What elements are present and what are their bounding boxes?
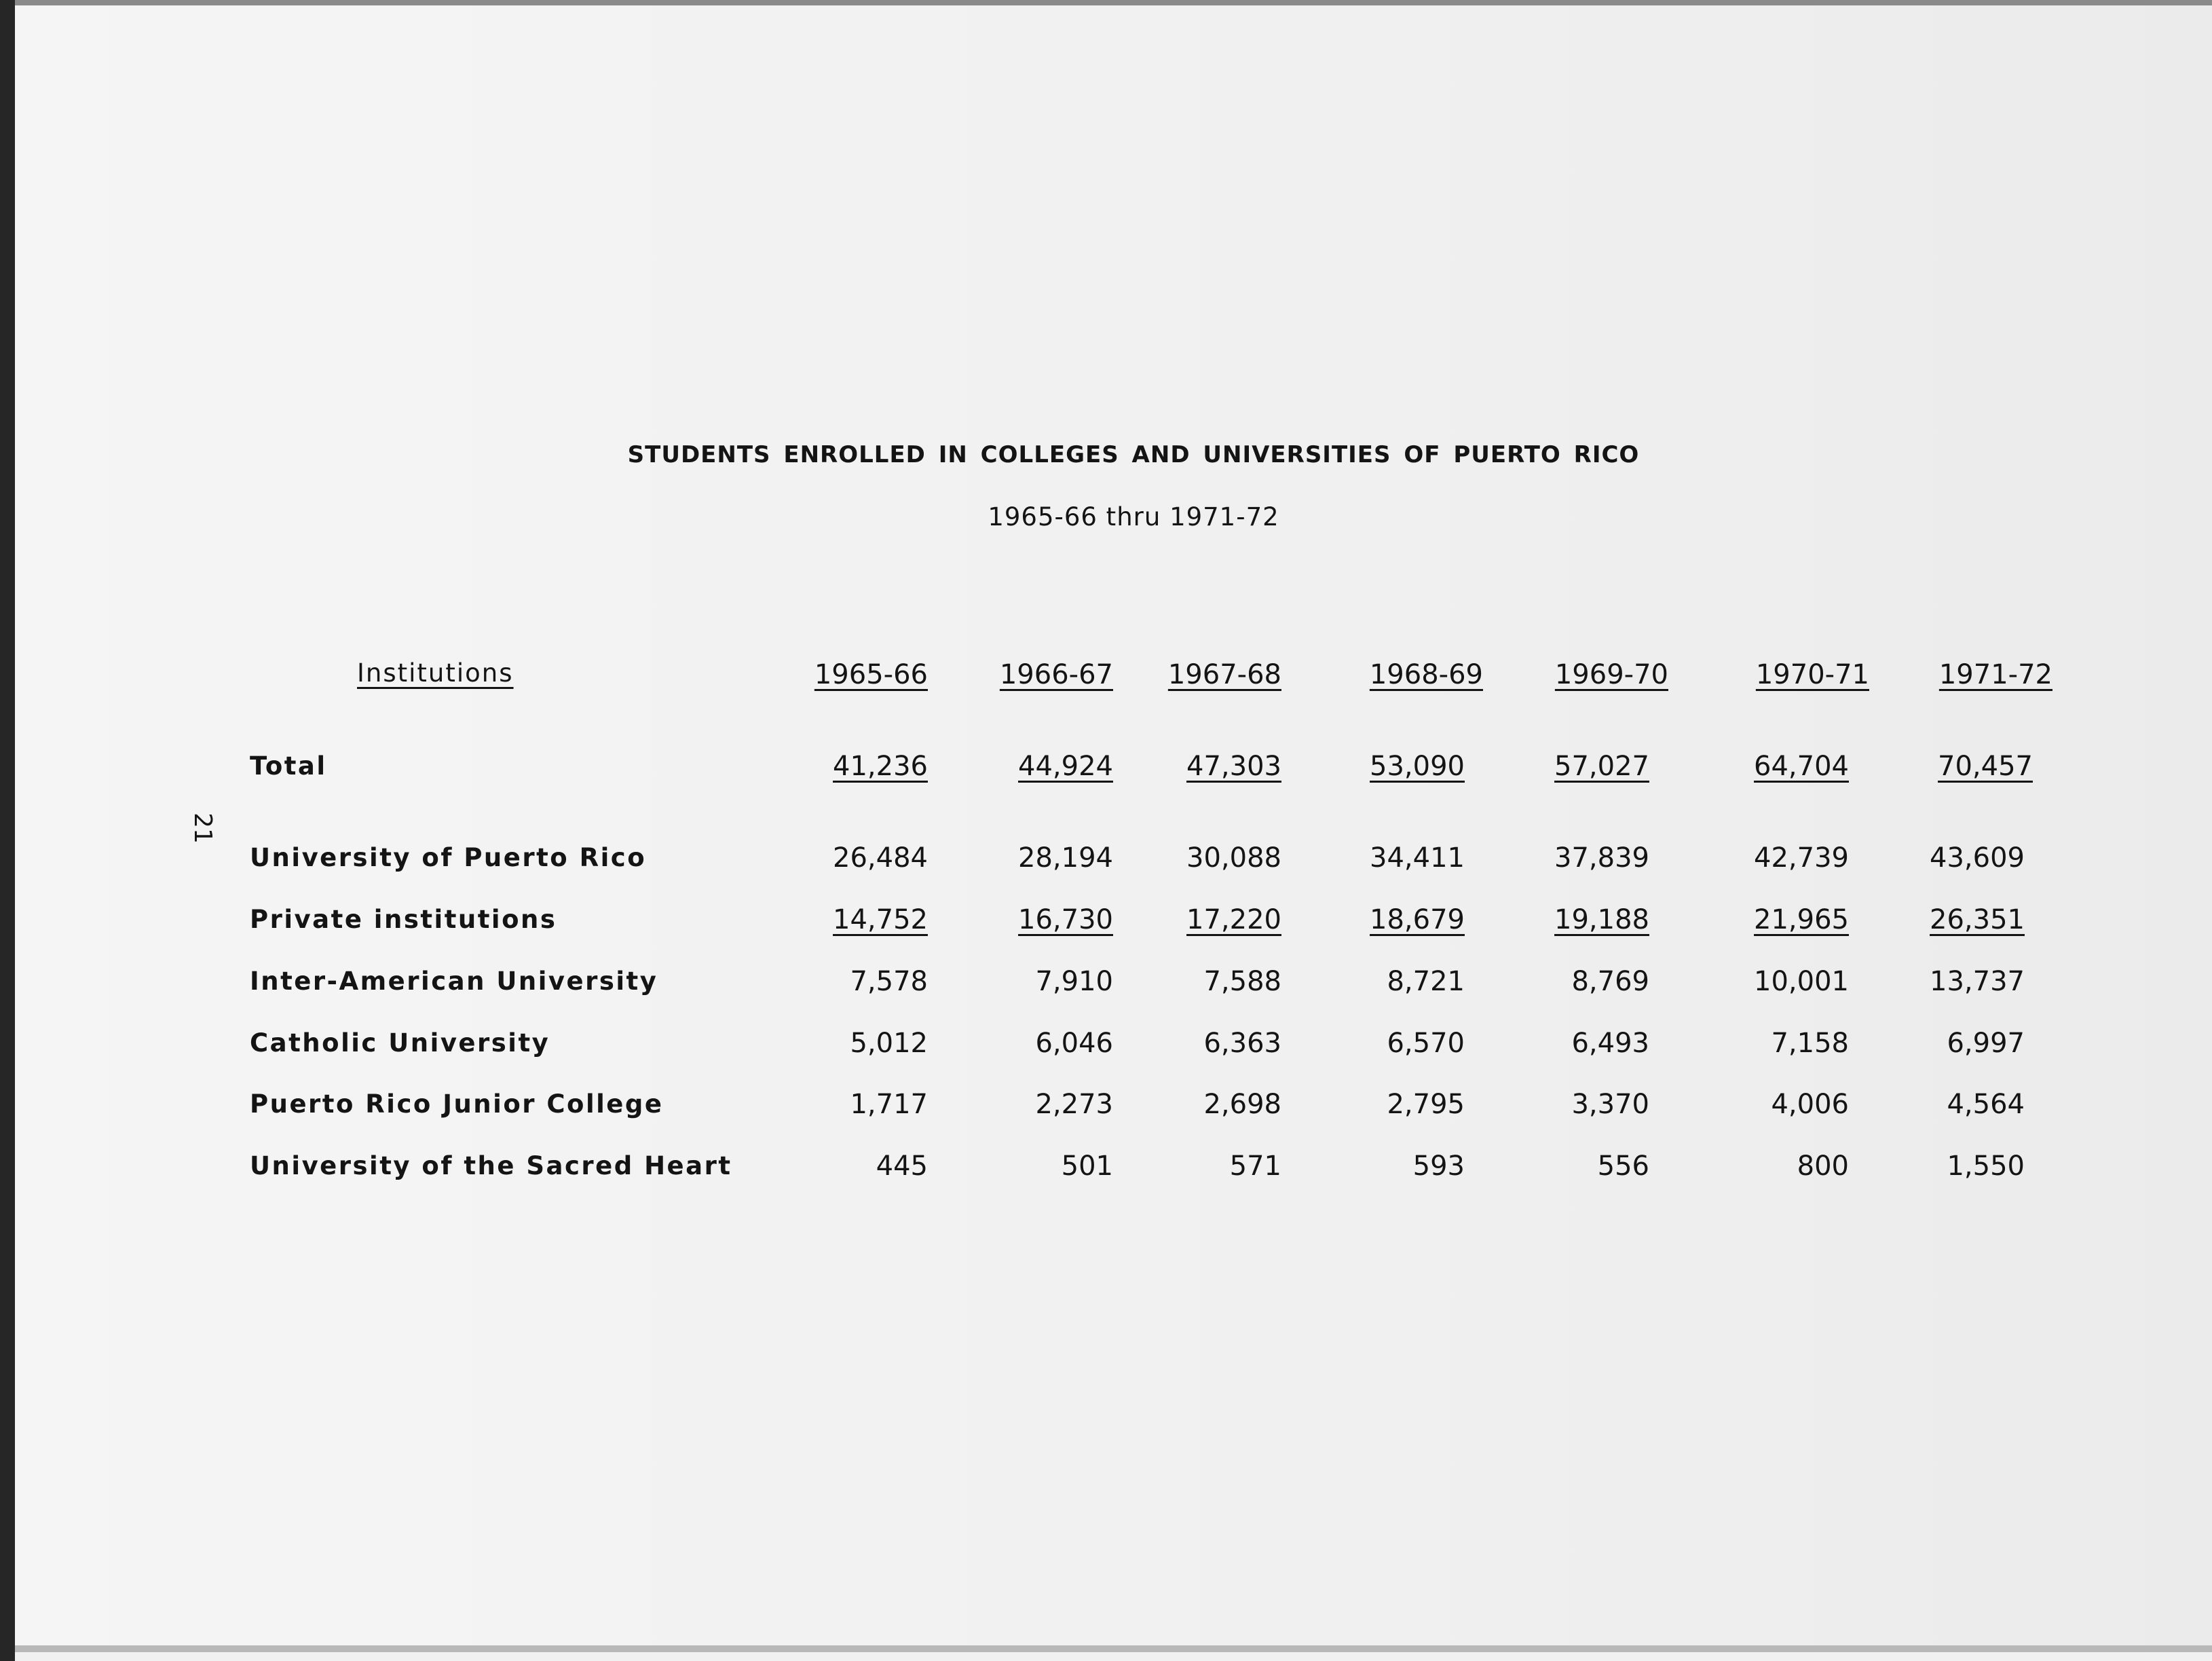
row-label-catholic-university: Catholic University <box>250 1028 550 1058</box>
table-cell: 7,578 <box>850 966 928 997</box>
table-cell: 28,194 <box>1018 842 1113 874</box>
table-cell: 42,739 <box>1754 842 1849 874</box>
table-cell: 7,158 <box>1771 1028 1849 1059</box>
column-header-year: 1969-70 <box>1554 659 1668 690</box>
column-header-year: 1966-67 <box>999 659 1113 690</box>
table-cell: 21,965 <box>1754 904 1849 935</box>
scan-left-edge <box>0 0 15 1661</box>
scan-top-edge <box>0 0 2212 5</box>
table-cell: 556 <box>1597 1151 1649 1182</box>
table-cell: 70,457 <box>1938 751 2033 782</box>
table-cell: 2,795 <box>1387 1089 1465 1120</box>
table-cell: 2,273 <box>1035 1089 1113 1120</box>
row-label-inter-american-university: Inter-American University <box>250 967 658 996</box>
page-subtitle: 1965-66 thru 1971-72 <box>988 502 1279 531</box>
row-label-private-institutions: Private institutions <box>250 905 557 934</box>
table-cell: 41,236 <box>833 751 928 782</box>
table-cell: 4,006 <box>1771 1089 1849 1120</box>
table-cell: 7,588 <box>1203 966 1281 997</box>
table-cell: 30,088 <box>1186 842 1281 874</box>
table-cell: 8,721 <box>1387 966 1465 997</box>
row-label-total: Total <box>250 751 327 781</box>
table-cell: 13,737 <box>1930 966 2025 997</box>
column-header-year: 1968-69 <box>1369 659 1483 690</box>
column-header-year: 1971-72 <box>1938 659 2052 690</box>
scan-bottom-edge <box>15 1645 2212 1652</box>
row-label-university-of-the-sacred-heart: University of the Sacred Heart <box>250 1151 732 1180</box>
table-cell: 1,550 <box>1947 1151 2025 1182</box>
table-cell: 6,493 <box>1571 1028 1649 1059</box>
page-number: 21 <box>189 813 217 844</box>
table-cell: 18,679 <box>1370 904 1465 935</box>
column-header-year: 1970-71 <box>1755 659 1869 690</box>
table-cell: 3,370 <box>1571 1089 1649 1120</box>
row-label-university-of-puerto-rico: University of Puerto Rico <box>250 843 647 872</box>
table-cell: 1,717 <box>850 1089 928 1120</box>
table-cell: 6,363 <box>1203 1028 1281 1059</box>
document-page <box>15 5 2212 1645</box>
page-title: STUDENTS ENROLLED IN COLLEGES AND UNIVERSITIES OF PUERTO RICO <box>627 441 1640 468</box>
column-header-year: 1967-68 <box>1167 659 1281 690</box>
table-cell: 6,997 <box>1947 1028 2025 1059</box>
table-cell: 445 <box>876 1151 928 1182</box>
table-cell: 19,188 <box>1554 904 1649 935</box>
table-cell: 37,839 <box>1554 842 1649 874</box>
table-cell: 26,351 <box>1930 904 2025 935</box>
table-cell: 6,046 <box>1035 1028 1113 1059</box>
table-cell: 571 <box>1229 1151 1281 1182</box>
table-cell: 800 <box>1797 1151 1849 1182</box>
table-cell: 4,564 <box>1947 1089 2025 1120</box>
table-cell: 10,001 <box>1754 966 1849 997</box>
table-cell: 57,027 <box>1554 751 1649 782</box>
table-cell: 2,698 <box>1203 1089 1281 1120</box>
table-cell: 8,769 <box>1571 966 1649 997</box>
column-header-institutions: Institutions <box>357 658 514 688</box>
table-cell: 64,704 <box>1754 751 1849 782</box>
table-cell: 47,303 <box>1186 751 1281 782</box>
column-header-year: 1965-66 <box>814 659 928 690</box>
table-cell: 44,924 <box>1018 751 1113 782</box>
table-cell: 26,484 <box>833 842 928 874</box>
table-cell: 16,730 <box>1018 904 1113 935</box>
table-cell: 34,411 <box>1370 842 1465 874</box>
table-cell: 7,910 <box>1035 966 1113 997</box>
table-cell: 43,609 <box>1930 842 2025 874</box>
table-cell: 14,752 <box>833 904 928 935</box>
table-cell: 593 <box>1412 1151 1465 1182</box>
table-cell: 5,012 <box>850 1028 928 1059</box>
table-cell: 6,570 <box>1387 1028 1465 1059</box>
table-cell: 53,090 <box>1370 751 1465 782</box>
row-label-puerto-rico-junior-college: Puerto Rico Junior College <box>250 1089 664 1119</box>
table-cell: 17,220 <box>1186 904 1281 935</box>
table-cell: 501 <box>1061 1151 1113 1182</box>
